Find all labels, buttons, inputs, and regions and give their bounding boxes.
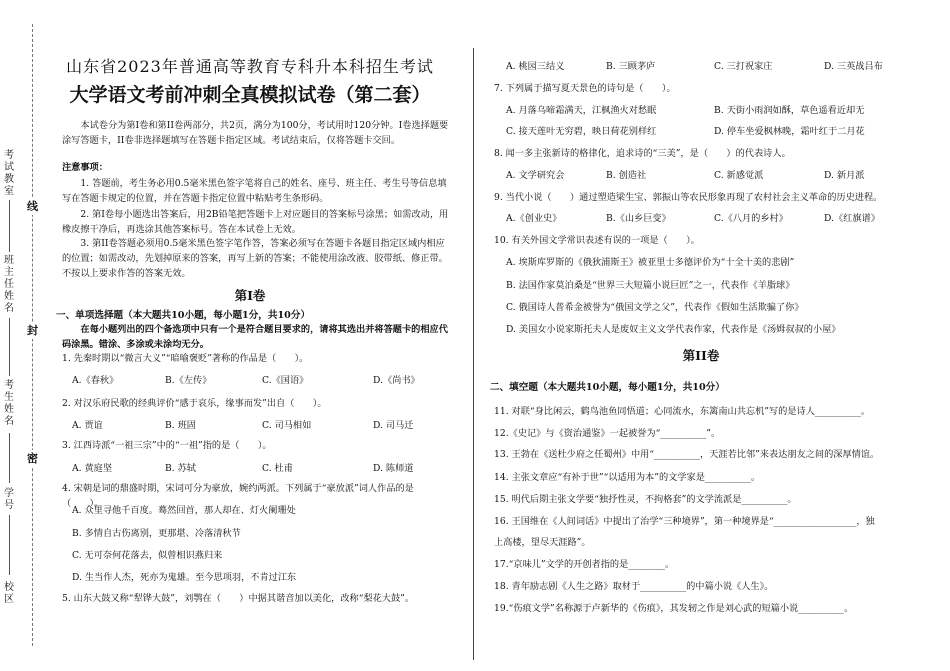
fill-question-17: 17.“京味儿”文学的开创者指的是________。 (494, 559, 675, 570)
binding-blank (9, 318, 11, 376)
binding-blank (9, 433, 11, 483)
question-10: 10. 有关外国文学常识表述有误的一项是（ ）。 (494, 235, 700, 246)
q8-option-c: C. 新感觉派 (714, 170, 764, 181)
q1-option-b: B.《左传》 (165, 375, 212, 386)
seal-mark-line: 线 (27, 200, 38, 213)
fill-question-18: 18. 青年励志剧《人生之路》取材于__________的中篇小说《人生》。 (494, 581, 774, 592)
q9-option-a: A.《创业史》 (506, 213, 562, 224)
q3-option-d: D. 陈师道 (373, 463, 414, 474)
q2-option-b: B. 班固 (165, 420, 196, 431)
binding-label-name: 考生姓名 (4, 380, 14, 427)
q5-option-c: C. 三打祝家庄 (714, 61, 773, 72)
intro-paragraph: 本试卷分为第I卷和第II卷两部分，共2页，满分为100分，考试用时120分钟。I卷选择题要涂写答题卡，II卷非选择题填写在答题卡指定区域。考试结束后，仅将答题卡交回。 (62, 120, 449, 146)
q3-option-b: B. 苏轼 (165, 463, 196, 474)
notes-title: 注意事项： (62, 162, 108, 173)
fill-question-19: 19.“伤痕文学”名称源于卢新华的《伤痕》，其发轫之作是刘心武的短篇小说__________。 (494, 603, 854, 614)
exam-title: 山东省2023年普通高等教育专科升本科招生考试 (66, 57, 434, 76)
q4-option-c: C. 无可奈何花落去，似曾相识燕归来 (72, 550, 223, 561)
q3-option-c: C. 杜甫 (262, 463, 293, 474)
q7-option-a: A. 月落乌啼霜满天，江枫渔火对愁眠 (506, 105, 657, 116)
q5-option-a: A. 桃园三结义 (506, 61, 565, 72)
paper-title: 大学语文考前冲刺全真模拟试卷（第二套） (69, 84, 431, 106)
q4-option-b: B. 多情自古伤离别，更那堪、冷落清秋节 (72, 528, 241, 539)
question-8: 8. 闻一多主张新诗的格律化，追求诗的“三美”，是（ ）的代表诗人。 (494, 148, 791, 159)
question-7: 7. 下列属于描写夏天景色的诗句是（ ）。 (494, 83, 676, 94)
q7-option-c: C. 接天莲叶无穷碧，映日荷花别样红 (506, 126, 657, 137)
q1-option-d: D.《尚书》 (373, 375, 420, 386)
note-3: 3. 第II卷答题必须用0.5毫米黑色签字笔作答，答案必须写在答题卡各题目指定区域内相应的位置；如需改动，先划掉原来的答案，再写上新的答案；不能使用涂改液、胶带纸、修正带。不按以上要求作答的答案无效。 (62, 238, 448, 279)
note-2: 2. 第I卷每小题选出答案后，用2B铅笔把答题卡上对应题目的答案标号涂黑；如需改动，用橡皮擦干净后，再选涂其他答案标号。答在本试卷上无效。 (62, 209, 449, 235)
part1-title: 第I卷 (234, 288, 266, 303)
q5-option-d: D. 三英战吕布 (824, 61, 883, 72)
q8-option-a: A. 文学研究会 (506, 170, 565, 181)
fill-question-14: 14. 主张文章应“有补于世”“以适用为本”的文学家是__________。 (494, 472, 761, 483)
q9-option-c: C.《八月的乡村》 (714, 213, 788, 224)
q4-option-a: A. 众里寻他千百度。蓦然回首，那人却在、灯火阑珊处 (72, 505, 296, 516)
fill-question-16: 16. 王国维在《人间词话》中提出了治学“三种境界”，第一种境界是“__________________，独 (494, 516, 875, 527)
binding-label-classroom: 考试教室 (4, 150, 14, 197)
question-3: 3. 江西诗派“一祖三宗”中的“一祖”指的是（ ）。 (62, 440, 272, 451)
column-divider (473, 48, 474, 660)
fill-question-11: 11. 对联“身比闲云，鹤鸟池鱼同悟道；心同流水，东篱南山共忘机”写的是诗人__________。 (494, 406, 871, 417)
question-2: 2. 对汉乐府民歌的经典评价“感于哀乐，缘事而发”出自（ ）。 (62, 398, 327, 409)
q10-option-d: D. 美国女小说家斯托夫人是废奴主义文学代表作家，代表作是《汤姆叔叔的小屋》 (506, 324, 841, 335)
binding-label-teacher: 班主任姓名 (4, 255, 14, 314)
seal-mark-secret: 密 (27, 452, 38, 465)
question-5: 5. 山东大鼓又称“犁铧大鼓”，刘鹗在（ ）中据其谐音加以美化，改称“梨花大鼓”。 (62, 593, 415, 604)
section1-title: 一、单项选择题（本大题共10小题，每小题1分，共10分） (56, 310, 311, 321)
fill-question-15: 15. 明代后期主张文学要“独抒性灵，不拘格套”的文学流派是__________。 (494, 494, 797, 505)
q9-option-b: B.《山乡巨变》 (606, 213, 671, 224)
question-9: 9. 当代小说（ ）通过塑造梁生宝、郭振山等农民形象再现了农村社会主义革命的历史进程。 (494, 192, 883, 203)
q3-option-a: A. 黄庭坚 (72, 463, 113, 474)
fill-question-12: 12.《史记》与《资治通鉴》一起被誉为“__________”。 (494, 428, 721, 439)
q2-option-c: C. 司马相如 (262, 420, 312, 431)
q8-option-b: B. 创造社 (606, 170, 647, 181)
q2-option-a: A. 贾谊 (72, 420, 103, 431)
binding-label-campus: 校区 (4, 582, 14, 605)
part2-title: 第II卷 (682, 348, 720, 363)
q7-option-d: D. 停车坐爱枫林晚，霜叶红于二月花 (714, 126, 865, 137)
q5-option-b: B. 三顾茅庐 (606, 61, 656, 72)
binding-blank (9, 515, 11, 575)
question-4: 4. 宋朝是词的鼎盛时期，宋词可分为豪放，婉约两派。下列属于“豪放派”词人作品的是（ ）。 (62, 483, 414, 509)
q10-option-c: C. 俄国诗人普希金被誉为“俄国文学之父”，代表作《假如生活欺骗了你》 (506, 302, 804, 313)
q4-option-d: D. 生当作人杰，死亦为鬼雄。至今思项羽，不肯过江东 (72, 572, 297, 583)
q10-option-b: B. 法国作家莫泊桑是“世界三大短篇小说巨匠”之一，代表作《羊脂球》 (506, 280, 795, 291)
q10-option-a: A. 埃斯库罗斯的《俄狄浦斯王》被亚里士多德评价为“十全十美的悲剧” (506, 257, 795, 268)
section2-title: 二、填空题（本大题共10小题，每小题1分，共10分） (490, 382, 725, 393)
binding-label-student-id: 学号 (4, 488, 14, 511)
q7-option-b: B. 天街小雨润如酥，草色遥看近却无 (714, 105, 865, 116)
seal-mark-seal: 封 (27, 324, 38, 337)
q2-option-d: D. 司马迁 (373, 420, 414, 431)
binding-blank (9, 200, 11, 252)
q1-option-c: C.《国语》 (262, 375, 309, 386)
fill-question-16-cont: 上高楼，望尽天涯路”。 (494, 537, 591, 548)
binding-strip (0, 0, 48, 671)
q1-option-a: A.《春秋》 (72, 375, 119, 386)
section1-instruction: 在每小题列出的四个备选项中只有一个是符合题目要求的，请将其选出并将答题卡的相应代码涂黑。错涂、多涂或未涂均无分。 (62, 324, 448, 350)
q9-option-d: D.《红旗谱》 (824, 213, 880, 224)
fill-question-13: 13. 王勃在《送杜少府之任蜀州》中用“__________，天涯若比邻”来表达朋友之间的深厚情谊。 (494, 449, 880, 460)
note-1: 1. 答题前，考生务必用0.5毫米黑色签字笔将自己的姓名、座号、班主任、考生号等信息填写在答题卡规定的位置，并在答题卡指定位置中粘贴考生条形码。 (62, 178, 447, 204)
question-1: 1. 先秦时期以“微言大义”“暗喻褒贬”著称的作品是（ ）。 (62, 353, 309, 364)
q8-option-d: D. 新月派 (824, 170, 865, 181)
